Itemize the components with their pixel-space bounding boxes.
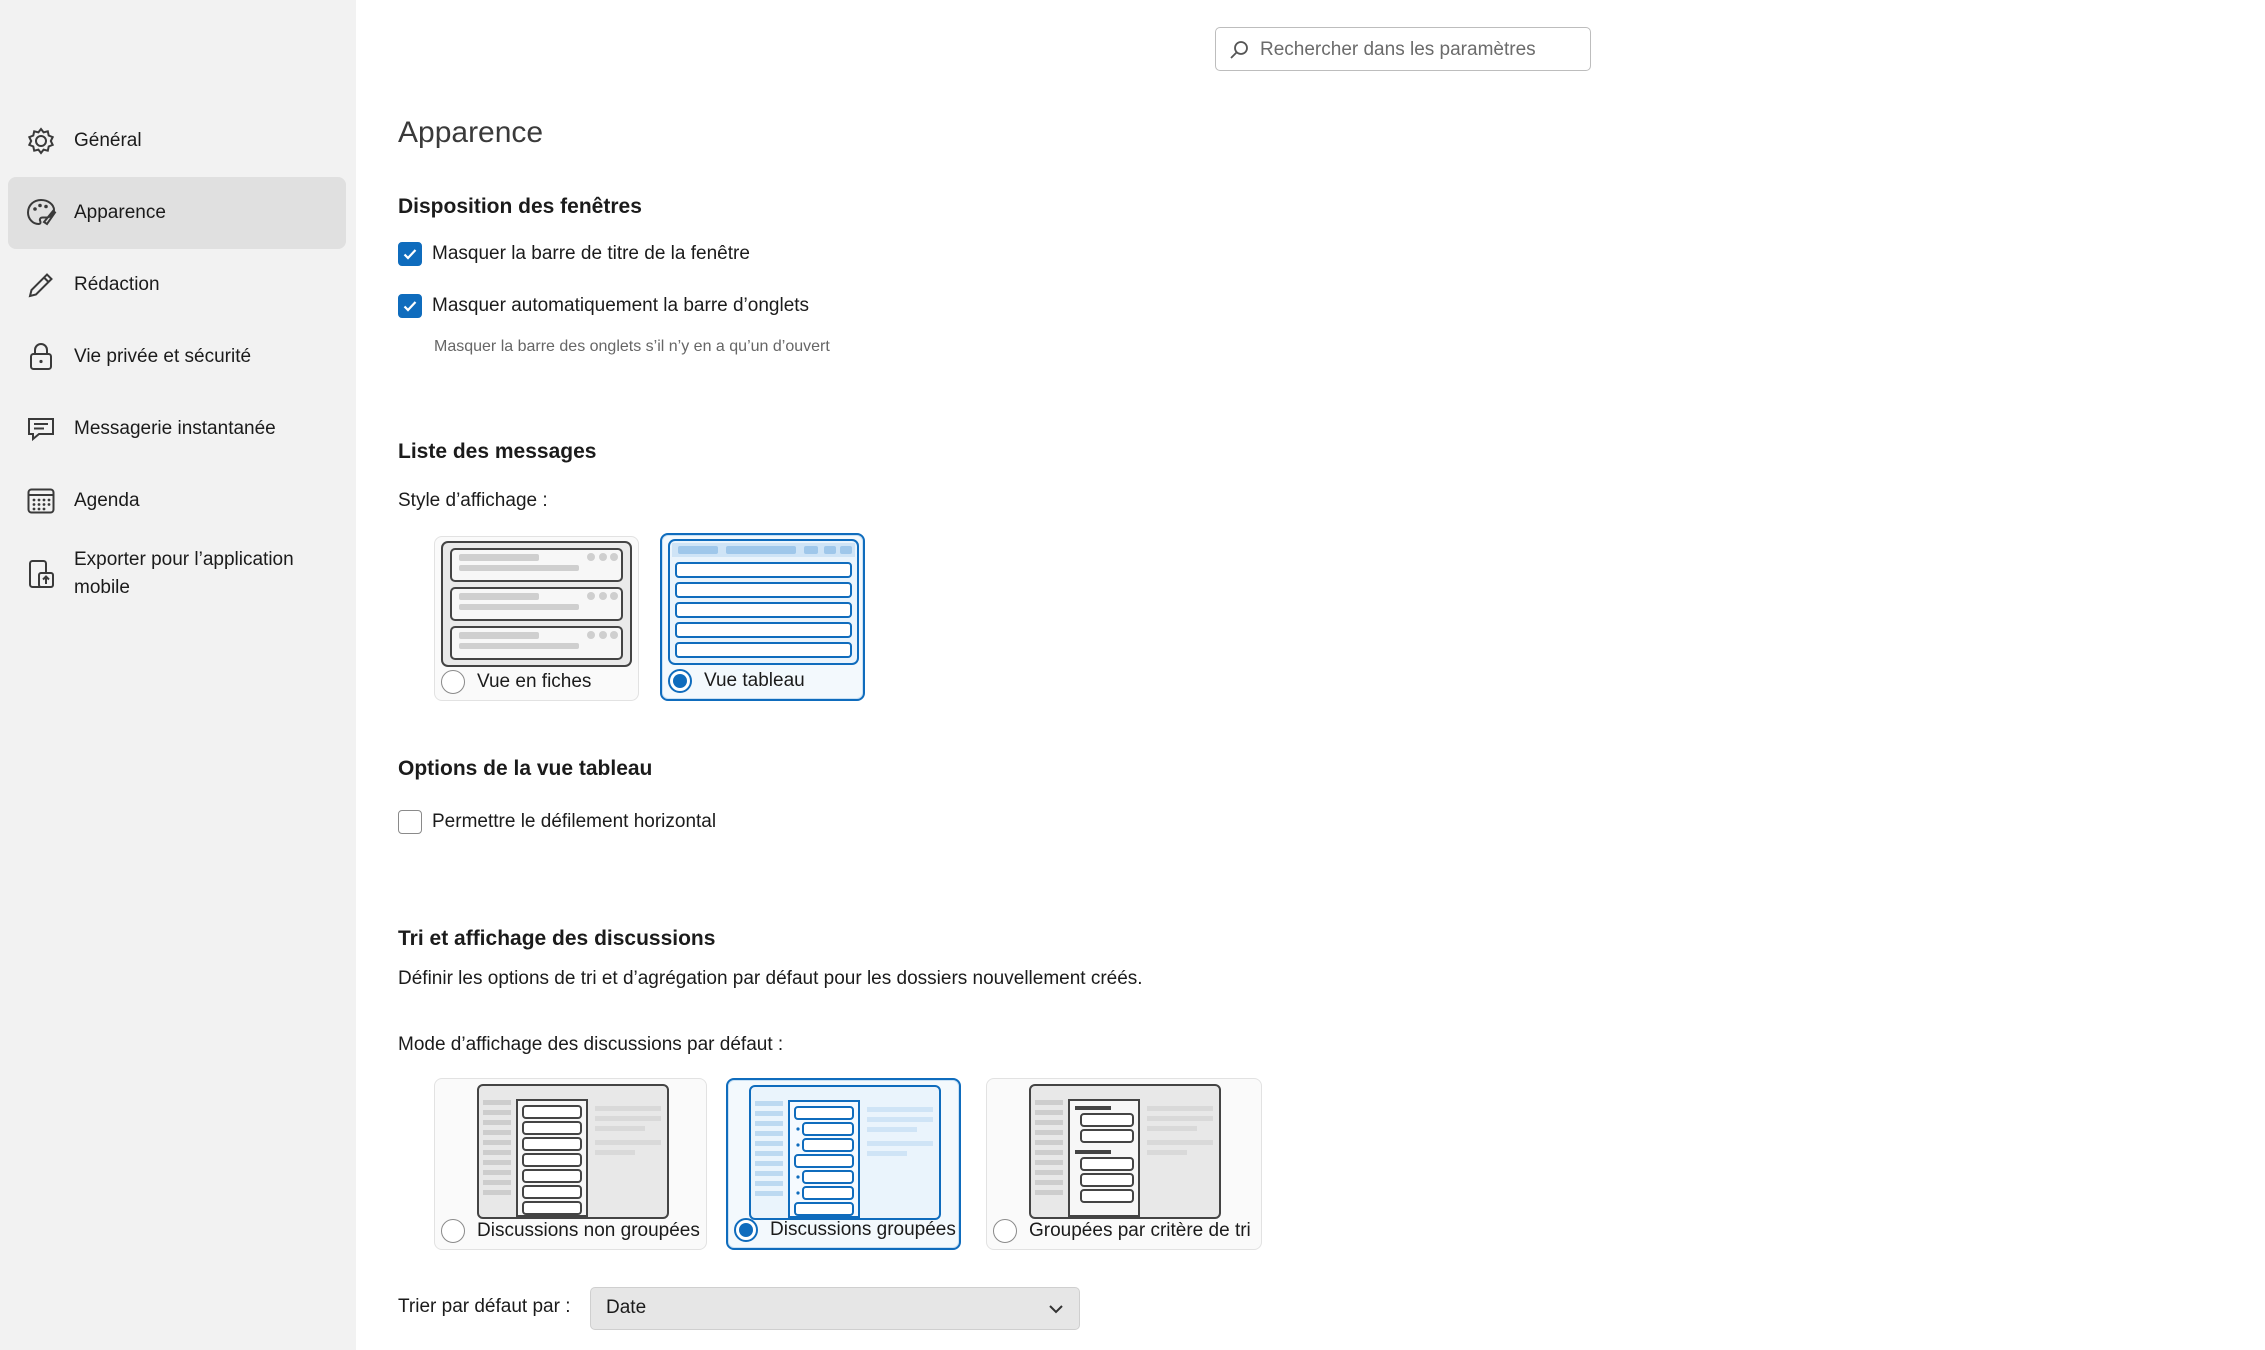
threaded-radio[interactable] [734, 1218, 758, 1242]
sidebar-item-label: Général [74, 130, 142, 151]
checkmark-icon [401, 245, 419, 263]
autohide-tabbar-hint: Masquer la barre des onglets s’il n’y en a qu’un d’ouvert [434, 338, 830, 355]
hide-titlebar-label: Masquer la barre de titre de la fenêtre [432, 243, 750, 264]
threaded-option[interactable] [726, 1078, 961, 1250]
sidebar-item-label: Exporter pour l’application mobile [74, 549, 294, 598]
unthreaded-radio[interactable] [441, 1219, 465, 1243]
horizontal-scroll-option[interactable] [398, 807, 716, 837]
cards-view-option[interactable] [434, 536, 639, 701]
table-view-option[interactable] [660, 533, 865, 701]
section-title-window-layout: Disposition des fenêtres [398, 195, 642, 218]
search-icon [1228, 39, 1250, 61]
sidebar-item-label: Rédaction [74, 274, 160, 295]
sidebar-item-mobile-export[interactable] [8, 538, 346, 610]
sidebar-item-label: Apparence [74, 202, 166, 223]
cards-view-radio[interactable] [441, 670, 465, 694]
table-view-radio[interactable] [668, 669, 692, 693]
palette-icon [24, 196, 58, 230]
section-title-threads: Tri et affichage des discussions [398, 927, 716, 950]
table-view-preview [668, 539, 859, 665]
table-view-label: Vue tableau [704, 670, 805, 691]
cards-view-label: Vue en fiches [477, 671, 592, 692]
page-title: Apparence [398, 116, 544, 149]
hide-titlebar-option[interactable] [398, 239, 750, 269]
sidebar-item-general[interactable] [8, 105, 346, 177]
calendar-icon [24, 484, 58, 518]
cards-view-preview [441, 541, 632, 667]
threaded-preview [749, 1085, 941, 1220]
sidebar-item-composition[interactable] [8, 249, 346, 321]
table-view-radio-row[interactable] [668, 667, 805, 695]
chat-icon [24, 412, 58, 446]
sidebar [0, 0, 356, 1350]
grouped-by-sort-preview [1029, 1084, 1221, 1219]
search-input[interactable] [1258, 34, 1582, 66]
settings-content [356, 0, 2265, 1350]
unthreaded-option[interactable] [434, 1078, 707, 1250]
section-title-message-list: Liste des messages [398, 440, 597, 463]
sidebar-item-calendar[interactable] [8, 465, 346, 537]
grouped-by-sort-label: Groupées par critère de tri [1029, 1220, 1251, 1241]
chevron-down-icon [1045, 1298, 1067, 1320]
threaded-label: Discussions groupées [770, 1219, 956, 1240]
grouped-by-sort-option[interactable] [986, 1078, 1262, 1250]
pencil-icon [24, 268, 58, 302]
unthreaded-radio-row[interactable] [441, 1217, 700, 1245]
sidebar-item-chat[interactable] [8, 393, 346, 465]
checkmark-icon [401, 297, 419, 315]
sidebar-item-privacy-security[interactable] [8, 321, 346, 393]
display-style-label: Style d’affichage : [398, 490, 548, 511]
hide-titlebar-checkbox[interactable] [398, 242, 422, 266]
horizontal-scroll-label: Permettre le défilement horizontal [432, 811, 717, 832]
threads-description: Définir les options de tri et d’agrégation par défaut pour les dossiers nouvellement créés. [398, 968, 1143, 989]
lock-icon [24, 340, 58, 374]
threads-mode-label: Mode d’affichage des discussions par défaut : [398, 1034, 784, 1055]
threaded-radio-row[interactable] [734, 1216, 956, 1244]
grouped-by-sort-radio[interactable] [993, 1219, 1017, 1243]
autohide-tabbar-checkbox[interactable] [398, 294, 422, 318]
sidebar-item-label: Vie privée et sécurité [74, 346, 252, 367]
section-title-table-options: Options de la vue tableau [398, 757, 653, 780]
unthreaded-label: Discussions non groupées [477, 1220, 700, 1241]
sort-by-value: Date [606, 1297, 647, 1318]
sidebar-item-appearance[interactable] [8, 177, 346, 249]
sidebar-item-label: Messagerie instantanée [74, 418, 276, 439]
horizontal-scroll-checkbox[interactable] [398, 810, 422, 834]
gear-icon [24, 124, 58, 158]
unthreaded-preview [477, 1084, 669, 1219]
grouped-by-sort-radio-row[interactable] [993, 1217, 1251, 1245]
mobile-export-icon [24, 557, 58, 591]
autohide-tabbar-label: Masquer automatiquement la barre d’onglets [432, 295, 810, 316]
sidebar-item-label: Agenda [74, 490, 140, 511]
cards-view-radio-row[interactable] [441, 668, 591, 696]
search-box[interactable] [1215, 27, 1591, 71]
sort-by-label: Trier par défaut par : [398, 1296, 571, 1317]
sort-by-select[interactable] [590, 1287, 1080, 1330]
autohide-tabbar-option[interactable] [398, 291, 809, 321]
